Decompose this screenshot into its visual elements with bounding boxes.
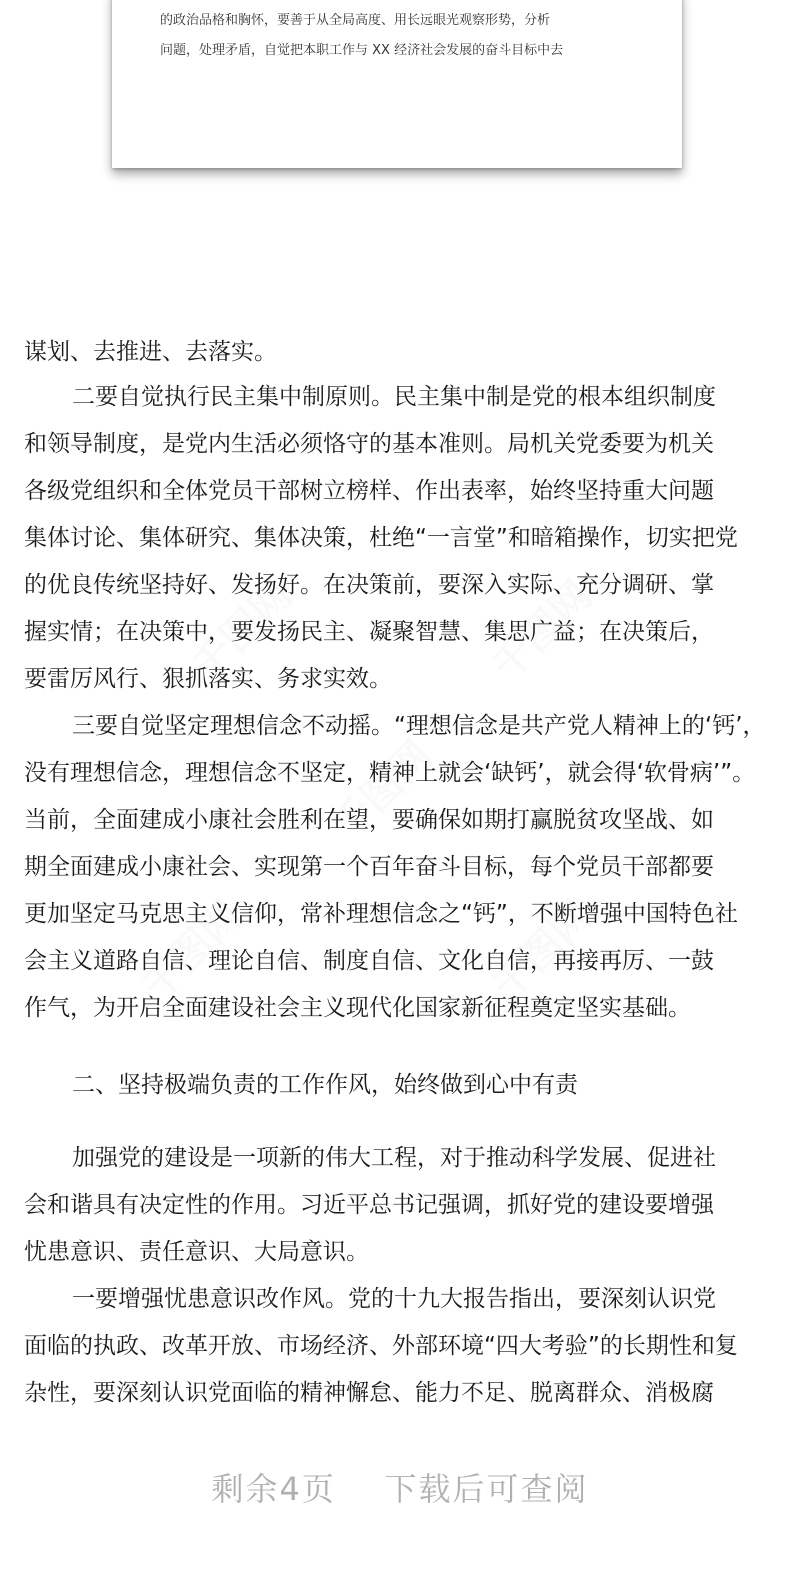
paragraph-line: 会和谐具有决定性的作用。习近平总书记强调，抓好党的建设要增强 (24, 1192, 714, 1218)
watermark-logo: 千图网 (323, 732, 442, 850)
watermark-logo: 千图网 (483, 892, 602, 1010)
paragraph-line: 加强党的建设是一项新的伟大工程，对于推动科学发展、促进社 (72, 1145, 716, 1171)
paragraph-line: 杂性，要深刻认识党面临的精神懈怠、能力不足、脱离群众、消极腐 (24, 1380, 714, 1406)
watermark-logo: 千图网 (183, 572, 302, 690)
paragraph-line: 会主义道路自信、理论自信、制度自信、文化自信，再接再厉、一鼓 (24, 948, 714, 974)
section-heading: 二、坚持极端负责的工作作风，始终做到心中有责 (72, 1072, 578, 1098)
paragraph-line: 二要自觉执行民主集中制原则。民主集中制是党的根本组织制度 (72, 384, 716, 410)
watermark-logo: 千图网 (483, 572, 602, 690)
paragraph-line: 的优良传统坚持好、发扬好。在决策前，要深入实际、充分调研、掌 (24, 572, 714, 598)
preview-line (160, 0, 650, 1)
remaining-pages-label[interactable]: 剩余4页 下载后可查阅 (211, 1470, 589, 1508)
paragraph-line: 和领导制度，是党内生活必须恪守的基本准则。局机关党委要为机关 (24, 431, 714, 457)
paragraph-line: 三要自觉坚定理想信念不动摇。“理想信念是共产党人精神上的‘钙’， (72, 713, 766, 739)
paragraph-line: 面临的执政、改革开放、市场经济、外部环境“四大考验”的长期性和复 (24, 1333, 738, 1359)
paragraph-line: 要雷厉风行、狠抓落实、务求实效。 (24, 666, 392, 692)
watermark-logo: 千图网 (133, 892, 252, 1010)
paragraph-line: 谋划、去推进、去落实。 (24, 339, 277, 365)
paragraph-line: 忧患意识、责任意识、大局意识。 (24, 1239, 369, 1265)
paragraph-line: 握实情；在决策中，要发扬民主、凝聚智慧、集思广益；在决策后， (24, 619, 714, 645)
paragraph-line: 当前，全面建成小康社会胜利在望，要确保如期打赢脱贫攻坚战、如 (24, 807, 714, 833)
paragraph-line: 一要增强忧患意识改作风。党的十九大报告指出，要深刻认识党 (72, 1286, 716, 1312)
preview-line: 的政治品格和胸怀，要善于从全局高度、用长远眼光观察形势，分析 (160, 13, 551, 28)
paragraph-line: 各级党组织和全体党员干部树立榜样、作出表率，始终坚持重大问题 (24, 478, 714, 504)
paragraph-line: 作气，为开启全面建设社会主义现代化国家新征程奠定坚实基础。 (24, 995, 691, 1021)
paragraph-line: 期全面建成小康社会、实现第一个百年奋斗目标，每个党员干部都要 (24, 854, 714, 880)
paragraph-line: 更加坚定马克思主义信仰，常补理想信念之“钙”，不断增强中国特色社 (24, 901, 738, 927)
document-preview-card (112, 0, 682, 168)
preview-line: 问题，处理矛盾，自觉把本职工作与 XX 经济社会发展的奋斗目标中去 (160, 43, 564, 58)
paragraph-line: 集体讨论、集体研究、集体决策，杜绝“一言堂”和暗箱操作，切实把党 (24, 525, 738, 551)
paragraph-line: 没有理想信念，理想信念不坚定，精神上就会‘缺钙’，就会得‘软骨病’”。 (24, 760, 756, 786)
